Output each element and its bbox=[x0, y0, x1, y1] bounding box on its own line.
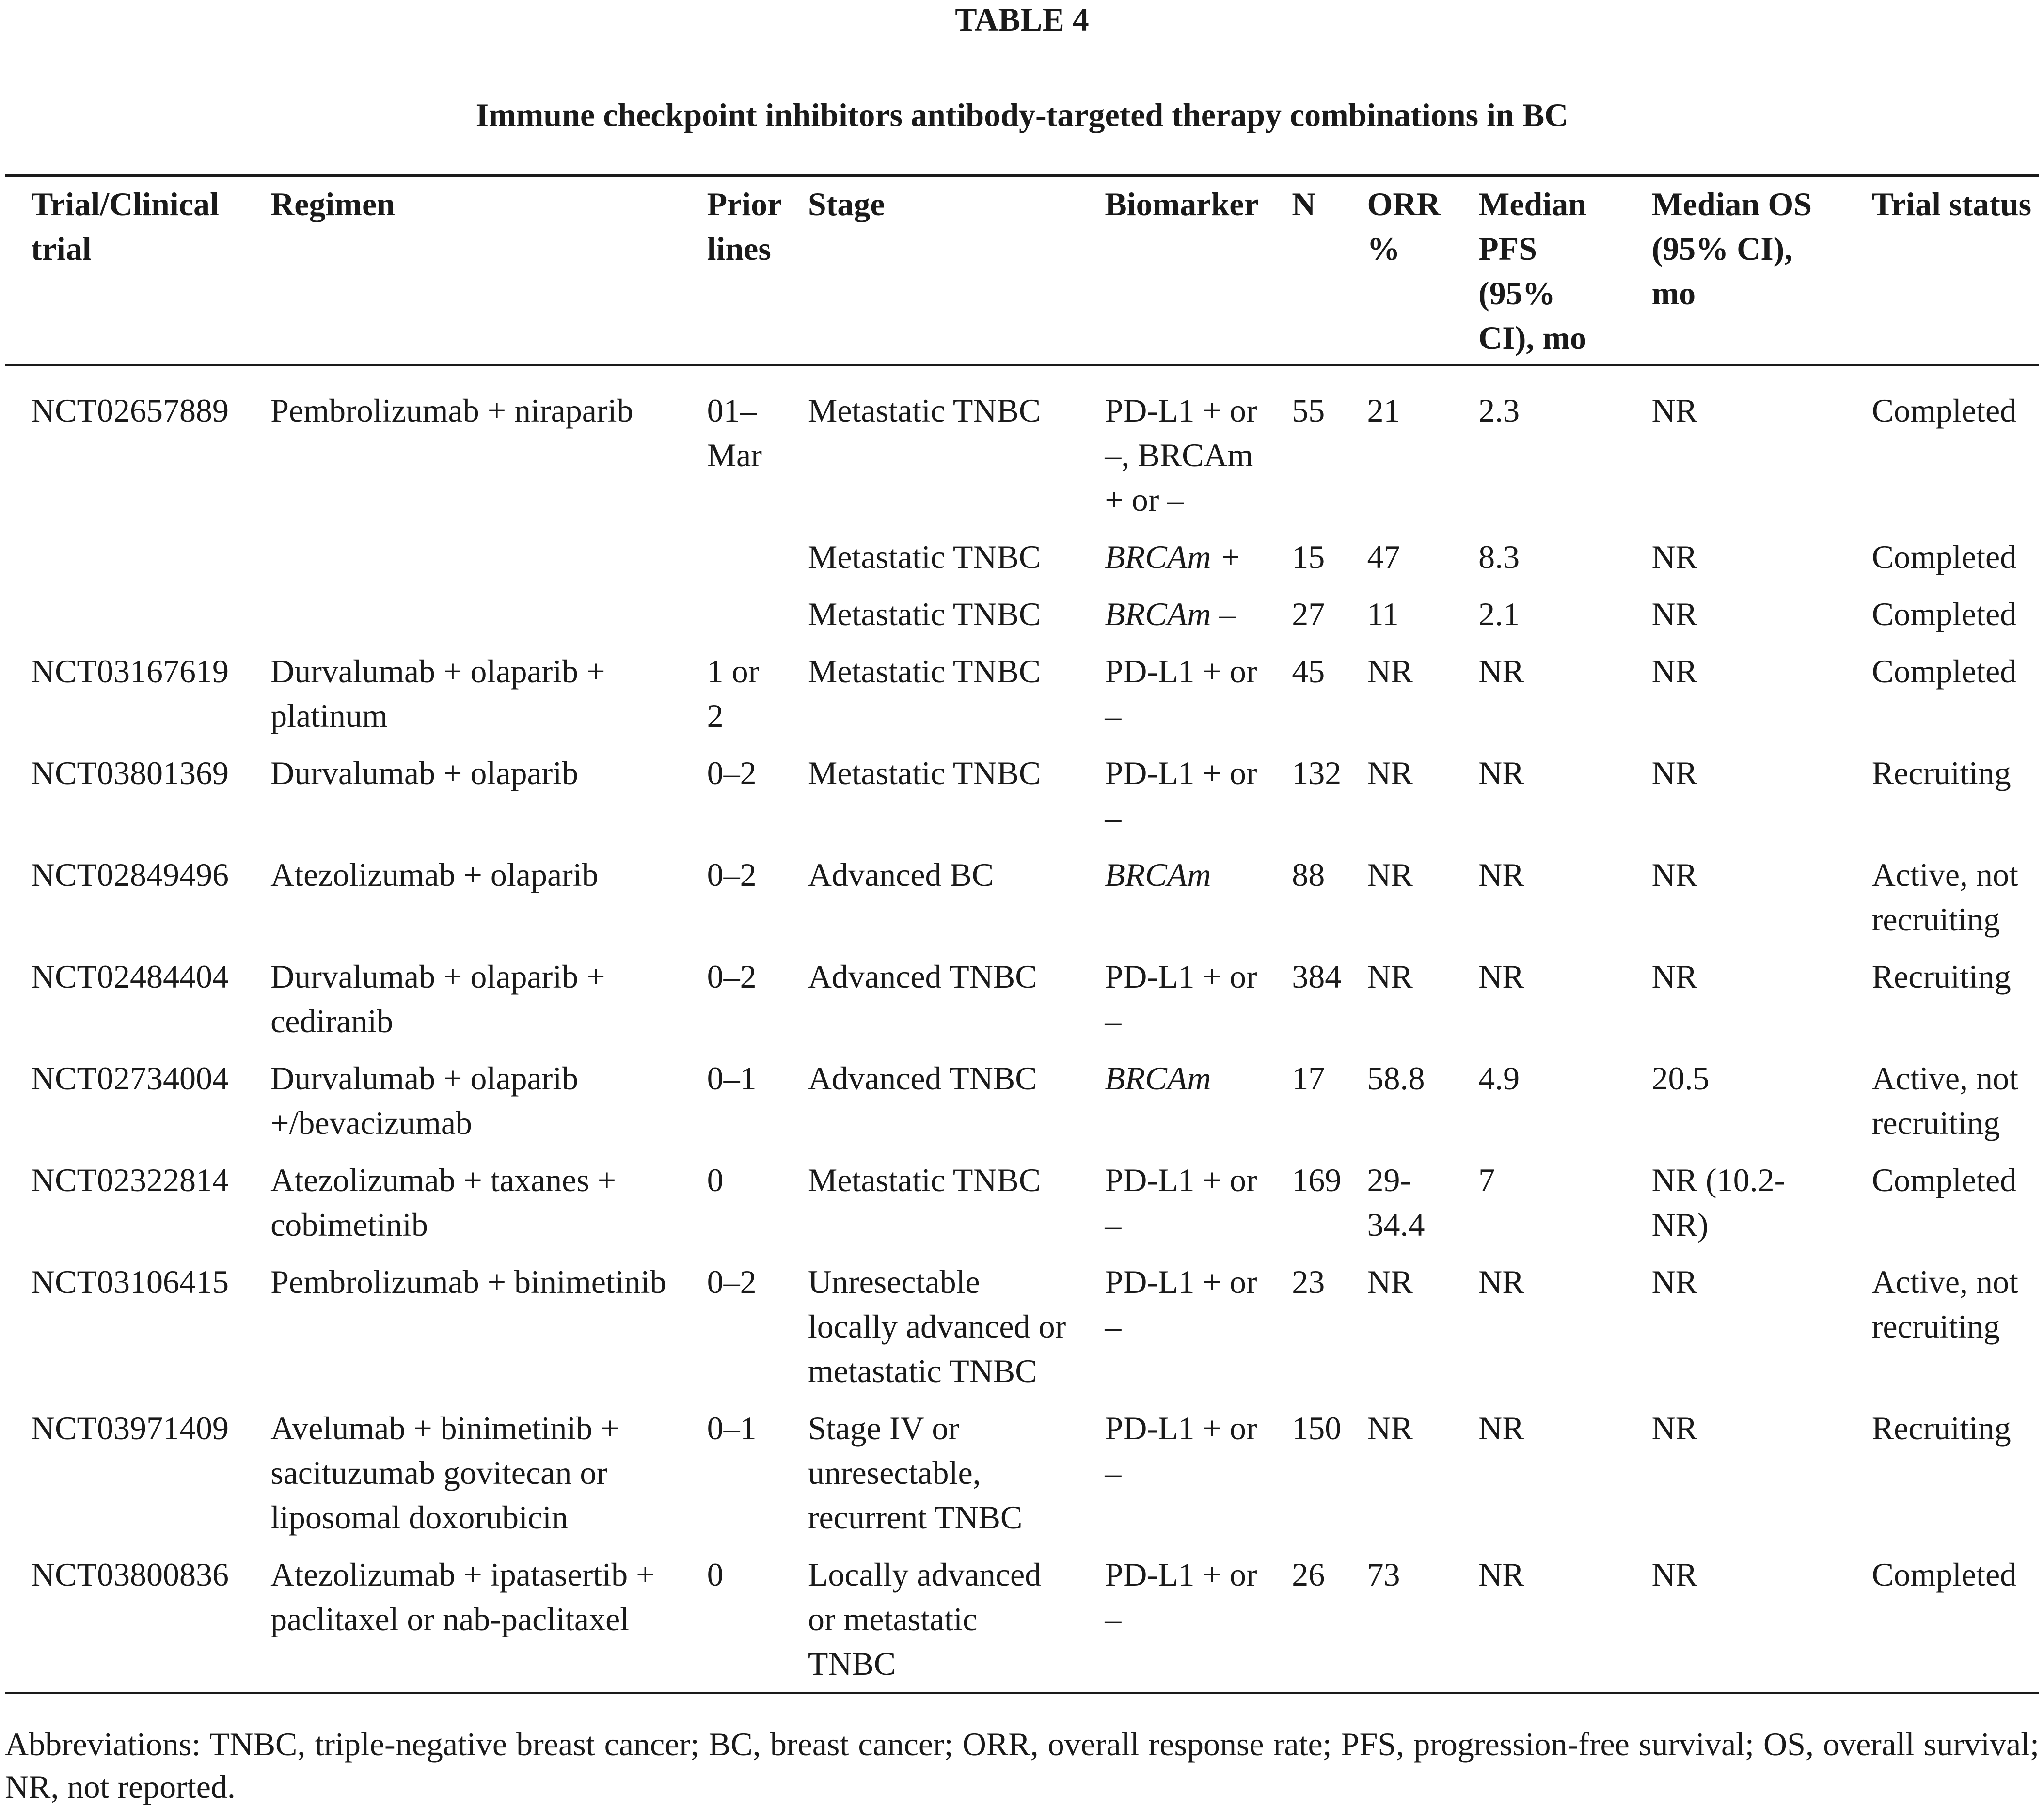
table-body bbox=[5, 365, 2039, 1693]
table-cell: NCT02484404 bbox=[31, 958, 229, 995]
table-cell: Atezolizumab + taxanes + cobimetinib bbox=[270, 1162, 617, 1243]
table-cell: PD-L1 + or – bbox=[1105, 755, 1257, 836]
table-cell: NR bbox=[1478, 856, 1524, 893]
table-row bbox=[5, 1151, 2039, 1253]
table-cell bbox=[244, 528, 681, 585]
table-cell: NR bbox=[1478, 1556, 1524, 1593]
table-cell: NR bbox=[1651, 856, 1697, 893]
table-cell: NR bbox=[1478, 958, 1524, 995]
table-cell: 7 bbox=[1478, 1162, 1495, 1198]
table-cell: NCT02734004 bbox=[31, 1060, 229, 1097]
table-cell: 0–2 bbox=[707, 1263, 757, 1300]
table-cell: NR bbox=[1367, 958, 1413, 995]
table-cell: 29-34.4 bbox=[1367, 1162, 1425, 1243]
table-cell: NCT03971409 bbox=[31, 1410, 229, 1447]
table-row bbox=[5, 846, 2039, 947]
table-cell bbox=[5, 585, 244, 642]
table-cell: Avelumab + binimetinib + sacituzumab govitecan or liposomal doxorubicin bbox=[270, 1410, 619, 1536]
table-cell: 20.5 bbox=[1651, 1060, 1710, 1097]
table-cell: NR bbox=[1478, 755, 1524, 791]
table-row bbox=[5, 642, 2039, 744]
table-cell: 2.3 bbox=[1478, 392, 1520, 429]
table-row bbox=[5, 585, 2039, 642]
table-cell: 4.9 bbox=[1478, 1060, 1520, 1097]
table-cell: NCT03106415 bbox=[31, 1263, 229, 1300]
table-cell: Metastatic TNBC bbox=[808, 1162, 1041, 1198]
table-cell: Metastatic TNBC bbox=[808, 392, 1041, 429]
table-cell: NR bbox=[1651, 392, 1697, 429]
table-cell bbox=[681, 585, 782, 642]
table-cell: Completed bbox=[1871, 653, 2017, 690]
table-cell: 0–1 bbox=[707, 1060, 757, 1097]
table-cell: NR bbox=[1478, 653, 1524, 690]
table-cell: Metastatic TNBC bbox=[808, 596, 1041, 632]
table-cell: Stage IV or unresectable, recurrent TNBC bbox=[808, 1410, 1023, 1536]
table-cell: PD-L1 + or – bbox=[1105, 1162, 1257, 1243]
table-cell: Recruiting bbox=[1871, 755, 2011, 791]
table-cell: 150 bbox=[1292, 1410, 1342, 1447]
column-header: Stage bbox=[808, 186, 885, 222]
table-cell: NR bbox=[1478, 1263, 1524, 1300]
table-cell: Pembrolizumab + niraparib bbox=[270, 392, 634, 429]
table-cell: Advanced TNBC bbox=[808, 1060, 1037, 1097]
table-cell: PD-L1 + or –, BRCAm + or – bbox=[1105, 392, 1257, 518]
table-cell: 8.3 bbox=[1478, 538, 1520, 575]
table-cell: 384 bbox=[1292, 958, 1342, 995]
table-cell: Active, not recruiting bbox=[1871, 856, 2018, 938]
table-cell: Active, not recruiting bbox=[1871, 1263, 2018, 1345]
table-cell: 0–2 bbox=[707, 755, 757, 791]
table-cell: PD-L1 + or – bbox=[1105, 1410, 1257, 1491]
table-cell: NCT02849496 bbox=[31, 856, 229, 893]
table-cell: 11 bbox=[1367, 596, 1399, 632]
table-cell bbox=[5, 528, 244, 585]
table-cell: Metastatic TNBC bbox=[808, 538, 1041, 575]
trials-table bbox=[5, 174, 2039, 1694]
table-cell: 17 bbox=[1292, 1060, 1325, 1097]
table-cell: 01–Mar bbox=[707, 392, 762, 473]
column-header: ORR % bbox=[1367, 186, 1441, 267]
table-cell: NCT03167619 bbox=[31, 653, 229, 690]
table-cell: Recruiting bbox=[1871, 958, 2011, 995]
table-cell: 58.8 bbox=[1367, 1060, 1425, 1097]
table-cell: 27 bbox=[1292, 596, 1325, 632]
table-cell: Metastatic TNBC bbox=[808, 755, 1041, 791]
table-row bbox=[5, 744, 2039, 846]
table-cell: Pembrolizumab + binimetinib bbox=[270, 1263, 666, 1300]
table-cell: 45 bbox=[1292, 653, 1325, 690]
table-cell: NR bbox=[1651, 538, 1697, 575]
column-header: N bbox=[1292, 186, 1316, 222]
table-row bbox=[5, 528, 2039, 585]
table-cell: 169 bbox=[1292, 1162, 1342, 1198]
table-cell: NR bbox=[1367, 1410, 1413, 1447]
table-cell: 0 bbox=[707, 1162, 724, 1198]
table-cell: NR (10.2-NR) bbox=[1651, 1162, 1786, 1243]
column-header: Trial status bbox=[1871, 186, 2032, 222]
table-cell: 21 bbox=[1367, 392, 1400, 429]
table-cell: Atezolizumab + ipatasertib + paclitaxel or nab-paclitaxel bbox=[270, 1556, 655, 1637]
table-cell: Active, not recruiting bbox=[1871, 1060, 2018, 1141]
table-cell: Completed bbox=[1871, 1556, 2017, 1593]
table-cell: 0 bbox=[707, 1556, 724, 1593]
table-cell: 0–2 bbox=[707, 856, 757, 893]
table-cell: 0–1 bbox=[707, 1410, 757, 1447]
table-cell: 73 bbox=[1367, 1556, 1400, 1593]
header-row bbox=[5, 176, 2039, 365]
table-footnote: Abbreviations: TNBC, triple-negative breast cancer; BC, breast cancer; ORR, overall response rate; PFS, progression-free survival; OS, overall survival; NR, not reported. bbox=[5, 1726, 2039, 1805]
column-header: Trial/Clinical trial bbox=[31, 186, 219, 267]
table-cell: Completed bbox=[1871, 1162, 2017, 1198]
table-cell: Completed bbox=[1871, 538, 2017, 575]
table-cell bbox=[244, 585, 681, 642]
table-cell: NR bbox=[1651, 653, 1697, 690]
table-cell: 26 bbox=[1292, 1556, 1325, 1593]
table-cell: Durvalumab + olaparib bbox=[270, 755, 579, 791]
table-cell: PD-L1 + or – bbox=[1105, 1556, 1257, 1637]
table-cell: Durvalumab + olaparib + platinum bbox=[270, 653, 605, 734]
column-header: Prior lines bbox=[707, 186, 782, 267]
table-cell: Locally advanced or metastatic TNBC bbox=[808, 1556, 1042, 1682]
table-cell: Durvalumab + olaparib +/bevacizumab bbox=[270, 1060, 579, 1141]
table-cell: Unresectable locally advanced or metastatic TNBC bbox=[808, 1263, 1066, 1389]
table-label: TABLE 4 bbox=[955, 1, 1089, 38]
column-header: Regimen bbox=[270, 186, 395, 222]
table-cell: 55 bbox=[1292, 392, 1325, 429]
table-cell: Advanced BC bbox=[808, 856, 994, 893]
table-cell: PD-L1 + or – bbox=[1105, 1263, 1257, 1345]
table-cell: 132 bbox=[1292, 755, 1342, 791]
table-row bbox=[5, 1049, 2039, 1151]
table-cell: Metastatic TNBC bbox=[808, 653, 1041, 690]
table-cell: NCT03800836 bbox=[31, 1556, 229, 1593]
table-title: Immune checkpoint inhibitors antibody-targeted therapy combinations in BC bbox=[475, 96, 1569, 133]
table-cell: NCT02322814 bbox=[31, 1162, 229, 1198]
table-cell: Atezolizumab + olaparib bbox=[270, 856, 599, 893]
table-cell: NR bbox=[1367, 755, 1413, 791]
table-cell: NR bbox=[1367, 856, 1413, 893]
table-cell: 47 bbox=[1367, 538, 1400, 575]
table-cell: 23 bbox=[1292, 1263, 1325, 1300]
table-cell bbox=[681, 528, 782, 585]
table-cell: 0–2 bbox=[707, 958, 757, 995]
table-cell: 1 or 2 bbox=[707, 653, 760, 734]
column-header: Median PFS (95% CI), mo bbox=[1478, 186, 1587, 356]
table-cell: NR bbox=[1651, 596, 1697, 632]
table-cell: Recruiting bbox=[1871, 1410, 2011, 1447]
table-cell: 15 bbox=[1292, 538, 1325, 575]
table-cell: PD-L1 + or – bbox=[1105, 653, 1257, 734]
table-cell: BRCAm bbox=[1105, 856, 1211, 893]
table-row bbox=[5, 1545, 2039, 1693]
table-cell: BRCAm – bbox=[1105, 596, 1236, 632]
table-cell: NR bbox=[1651, 1263, 1697, 1300]
table-cell: PD-L1 + or – bbox=[1105, 958, 1257, 1039]
table-cell: NR bbox=[1367, 1263, 1413, 1300]
table-cell: NR bbox=[1478, 1410, 1524, 1447]
table-cell: NR bbox=[1651, 755, 1697, 791]
table-cell: Advanced TNBC bbox=[808, 958, 1037, 995]
table-row bbox=[5, 947, 2039, 1049]
column-header: Median OS (95% CI), mo bbox=[1651, 186, 1812, 312]
table-cell: 88 bbox=[1292, 856, 1325, 893]
table-row bbox=[5, 365, 2039, 528]
table-cell: NCT02657889 bbox=[31, 392, 229, 429]
table-cell: BRCAm + bbox=[1105, 538, 1242, 575]
table-cell: NR bbox=[1651, 1410, 1697, 1447]
table-cell: NR bbox=[1367, 653, 1413, 690]
table-row bbox=[5, 1253, 2039, 1399]
table-cell: Durvalumab + olaparib + cediranib bbox=[270, 958, 605, 1039]
table-header bbox=[5, 176, 2039, 365]
table-cell: NR bbox=[1651, 958, 1697, 995]
column-header: Biomarker bbox=[1105, 186, 1259, 222]
table-cell: NR bbox=[1651, 1556, 1697, 1593]
table-row bbox=[5, 1399, 2039, 1545]
table-cell: NCT03801369 bbox=[31, 755, 229, 791]
table-cell: Completed bbox=[1871, 392, 2017, 429]
table-cell: 2.1 bbox=[1478, 596, 1520, 632]
table-cell: BRCAm bbox=[1105, 1060, 1211, 1097]
table-cell: Completed bbox=[1871, 596, 2017, 632]
